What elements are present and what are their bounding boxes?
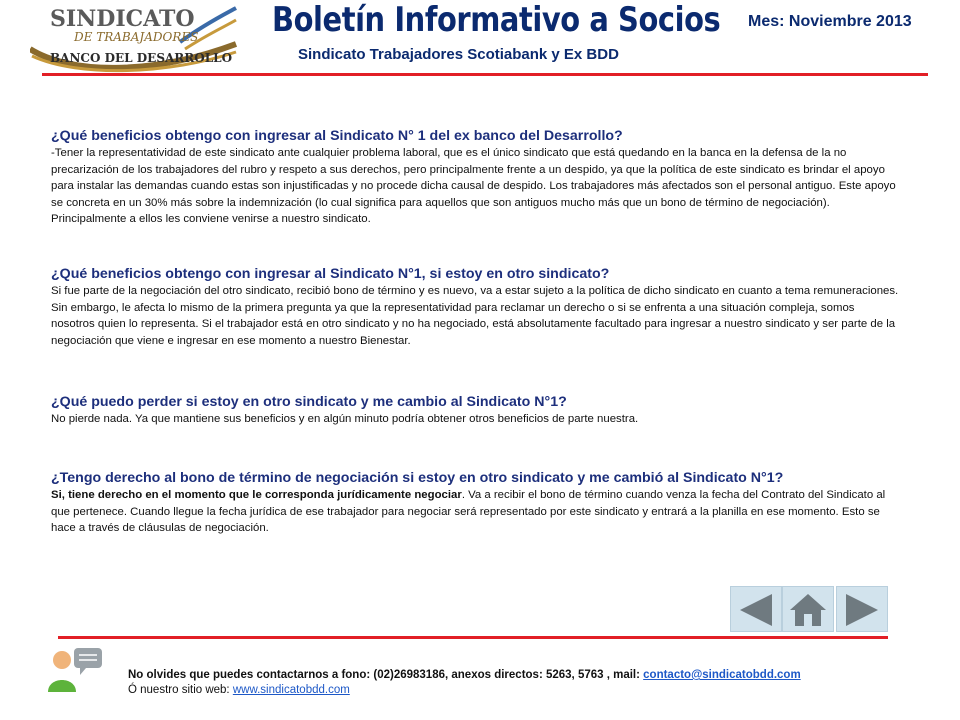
logo-line2: DE TRABAJADORES	[74, 30, 199, 44]
faq-question: ¿Qué beneficios obtengo con ingresar al Sindicato N°1, si estoy en otro sindicato?	[51, 266, 610, 282]
issue-month: Mes: Noviembre 2013	[748, 13, 912, 30]
header-divider	[42, 73, 928, 76]
union-logo	[30, 4, 240, 74]
faq-answer-bold: Si, tiene derecho en el momento que le corresponda jurídicamente negociar	[51, 489, 462, 501]
footer-divider	[58, 636, 888, 639]
faq-answer: -Tener la representatividad de este sindicato ante cualquier problema laboral, que es el único sindicato que está quedando en la banca en la defensa de la no precarización de los trabajadores del rubro y respeto a sus derechos, pero principalmente frente a un despido, ya que la política de este sindicato es brindar el apoyo para instalar las demandas cuando estas son injustificadas y no procede dicha causal de despido. Los trabajadores más afectados son el personal antiguo. Este apoyo se concreta en un 30% más sobre la indemnización (lo cual significa para aquellos que son antiguos mucho más que un bono de término de negociación). Principalmente a ellos les conviene venirse a nuestro sindicato.	[51, 147, 896, 225]
prev-button[interactable]	[730, 586, 782, 632]
faq-answer: No pierde nada. Ya que mantiene sus beneficios y en algún minuto podría obtener otros beneficios de parte nuestra.	[51, 413, 639, 425]
triangle-left-icon	[736, 592, 776, 628]
home-button[interactable]	[782, 586, 834, 632]
site-label: Ó nuestro sitio web:	[128, 684, 233, 696]
page-subtitle: Sindicato Trabajadores Scotiabank y Ex BDD	[298, 46, 619, 63]
faq-item	[51, 394, 901, 428]
faq-question: ¿Qué puedo perder si estoy en otro sindicato y me cambio al Sindicato N°1?	[51, 394, 567, 410]
faq-question: ¿Qué beneficios obtengo con ingresar al Sindicato N° 1 del ex banco del Desarrollo?	[51, 128, 623, 144]
triangle-right-icon	[842, 592, 882, 628]
page-title: Boletín Informativo a Socios	[272, 0, 721, 40]
contact-person-icon	[44, 646, 106, 694]
faq-answer-rest: . Va a recibir el bono de término cuando venza la fecha del Contrato del Sindicato al que pertenece. Cuando llegue la fecha jurídica de ese trabajador para negociar será representado por este sindicato y entrará a la planilla en ese momento. Esto se hace a través de cláusulas de negociación.	[51, 489, 886, 534]
faq-answer	[51, 487, 901, 537]
next-button[interactable]	[836, 586, 888, 632]
email-link[interactable]: contacto@sindicatobdd.com	[643, 669, 801, 681]
faq-item	[51, 470, 901, 537]
faq-answer: Si fue parte de la negociación del otro sindicato, recibió bono de término y es nuevo, va a estar sujeto a la política de dicho sindicato en cuanto a tema remuneraciones. Sin embargo, le afecta lo mismo de la primera pregunta ya que la representatividad para reclamar un derecho o si se enfrenta a una situación compleja, somos nosotros quien lo representa. Si el trabajador está en otro sindicato y no ha negociado, está absolutamente facultado para ingresar a nuestro sindicato y ser parte de la negociación que viene e ingresar en ese momento a nuestro Bienestar.	[51, 285, 899, 347]
faq-item	[51, 266, 901, 349]
contact-info	[128, 668, 801, 698]
house-icon	[788, 592, 828, 628]
website-link[interactable]: www.sindicatobdd.com	[232, 684, 350, 696]
faq-question: ¿Tengo derecho al bono de término de negociación si estoy en otro sindicato y me cambió al Sindicato N°1?	[51, 470, 784, 486]
logo-line1: SINDICATO	[50, 6, 195, 32]
contact-text: No olvides que puedes contactarnos a fono: (02)26983186, anexos directos: 5263, 5763 , mail:	[128, 669, 644, 681]
logo-line3: BANCO DEL DESARROLLO	[50, 51, 233, 65]
faq-item	[51, 128, 901, 228]
